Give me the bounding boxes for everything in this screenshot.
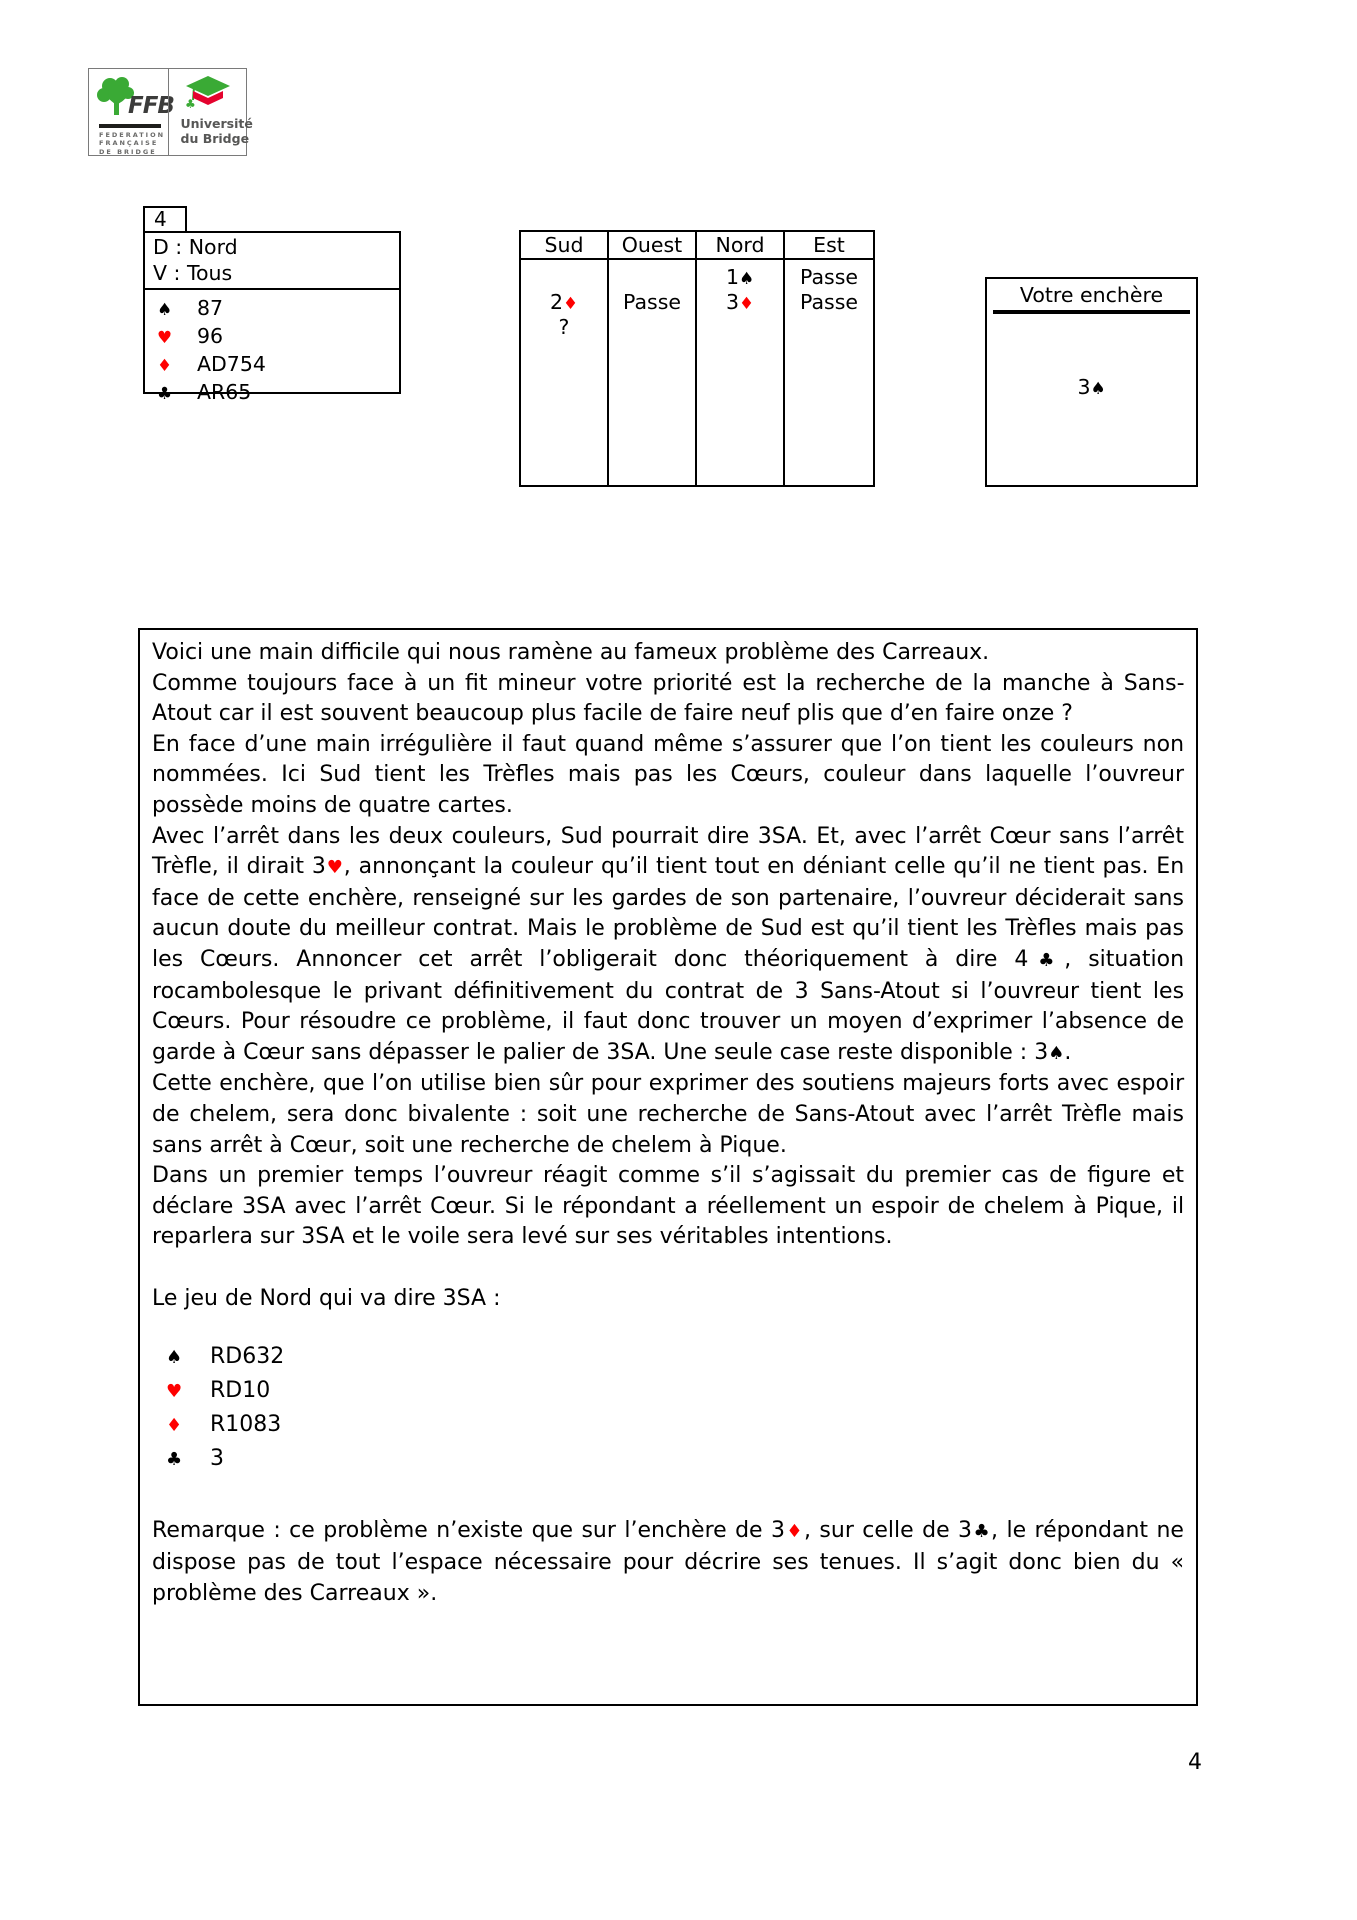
remark-paragraph: Remarque : ce problème n’existe que sur l’enchère de 3♦, sur celle de 3♣, le répondant ne dispose pas de tout l’espace nécessaire pour décrire ses tenues. Il s’agit donc bien du « problème des Carreaux ». bbox=[152, 1518, 1185, 1606]
title-underline bbox=[993, 310, 1190, 314]
diamond-cards: AD754 bbox=[197, 352, 266, 376]
bid-column-est bbox=[785, 260, 873, 485]
bid-column-nord bbox=[697, 260, 785, 485]
your-bid-box bbox=[985, 277, 1198, 487]
bid-cell: 1♠ bbox=[725, 265, 755, 289]
bid-cell bbox=[609, 315, 695, 340]
commentary-paragraph: Cette enchère, que l’on utilise bien sûr pour exprimer des soutiens majeurs forts avec espoir de chelem, sera donc bivalente : soit une recherche de Sans-Atout avec l’arrêt Trèfe mais sans arrêt à Cœur, soit une recherche de chelem à Pique. bbox=[152, 1071, 1185, 1158]
bid-cell bbox=[521, 265, 607, 290]
south-hand-box bbox=[143, 231, 401, 404]
commentary-paragraph: Avec l’arrêt dans les deux couleurs, Sud pourrait dire 3SA. Et, avec l’arrêt Cœur sans l’arrêt Trèfe, il dirait 3♥, annonçant la couleur qu’il tient tout en déniant celle qu’il ne tient pas. En face de cette enchère, renseigné sur les gardes de son partenaire, l’ouvreur déciderait sans aucun doute du meilleur contrat. Mais le problème de Sud est qu’il tient les Trèfes mais pas les Cœurs. Annoncer cet arrêt l’obligerait donc théoriquement à dire 4♣, situation rocambolesque le privant défnitivement du contrat de 3 Sans-Atout si l’ouvreur tient les Cœurs. Pour résoudre ce problème, il faut donc trouver un moyen d’exprimer l’absence de garde à Cœur sans dépasser le palier de 3SA. Une seule case reste disponible : 3♠. bbox=[152, 823, 1185, 1065]
bid-cell: 2♦ bbox=[549, 290, 579, 314]
hand-row-hearts bbox=[152, 1374, 1184, 1408]
column-header-ouest: Ouest bbox=[609, 232, 697, 260]
bid-column-ouest bbox=[609, 260, 697, 485]
bid-cell: Passe bbox=[799, 290, 858, 314]
hand-row-spades bbox=[152, 1340, 1184, 1374]
club-cards: AR65 bbox=[197, 380, 252, 404]
heart-cards: RD10 bbox=[210, 1378, 271, 1404]
hand-row-hearts bbox=[157, 323, 399, 351]
bidding-table bbox=[519, 230, 875, 487]
university-label: Université du Bridge bbox=[180, 116, 253, 146]
column-header-nord: Nord bbox=[697, 232, 785, 260]
diamond-icon: ♦ bbox=[166, 1415, 183, 1437]
spade-icon: ♠ bbox=[157, 299, 173, 319]
ffb-logo-bar bbox=[99, 124, 161, 128]
hand-row-diamonds bbox=[157, 351, 399, 379]
bid-cell: ? bbox=[558, 315, 570, 339]
answer-bid: 3♠ bbox=[1077, 375, 1106, 399]
spade-icon: ♠ bbox=[166, 1347, 183, 1369]
your-bid-title: Votre enchère bbox=[1019, 283, 1164, 307]
bid-cell: 3♦ bbox=[725, 290, 755, 314]
deal-number-tab: 4 bbox=[143, 206, 187, 231]
ffb-acronym: FFB bbox=[128, 93, 174, 119]
ffb-university-logo bbox=[88, 68, 253, 156]
north-hand-lead-in: Le jeu de Nord qui va dire 3SA : bbox=[152, 1285, 501, 1311]
bid-cell bbox=[785, 315, 873, 340]
page-number: 4 bbox=[1188, 1750, 1202, 1775]
bid-cell bbox=[609, 265, 695, 290]
ffb-wordmark: FEDERATION FRANÇAISE DE BRIDGE bbox=[99, 131, 166, 156]
commentary-paragraph: Dans un premier temps l’ouvreur réagit comme s’il s’agissait du premier cas de fgure et déclare 3SA avec l’arrêt Cœur. Si le répondant a réellement un espoir de chelem à Pique, il reparlera sur 3SA et le voile sera levé sur ses véritables intentions. bbox=[152, 1163, 1185, 1250]
diamond-icon: ♦ bbox=[157, 355, 173, 375]
club-icon: ♣ bbox=[157, 383, 173, 403]
bid-cell: Passe bbox=[799, 265, 858, 289]
svg-text:♣: ♣ bbox=[184, 97, 196, 111]
diamond-cards: R1083 bbox=[210, 1412, 282, 1438]
university-logo-cell bbox=[168, 69, 253, 155]
commentary-box bbox=[138, 628, 1198, 1706]
vulnerability-label: V : Tous bbox=[153, 261, 233, 285]
club-cards: 3 bbox=[210, 1446, 224, 1472]
deal-info bbox=[145, 233, 399, 290]
commentary-paragraph: Voici une main difcile qui nous ramène au fameux problème des Carreaux. bbox=[152, 640, 990, 665]
spade-cards: 87 bbox=[197, 296, 224, 320]
graduation-cap-icon bbox=[183, 74, 233, 114]
heart-icon: ♥ bbox=[157, 327, 173, 347]
spade-cards: RD632 bbox=[210, 1344, 285, 1370]
commentary-paragraph: Comme toujours face à un ft mineur votre priorité est la recherche de la manche à Sans-Atout car il est souvent beaucoup plus facile de faire neuf plis que d’en faire onze ? bbox=[152, 670, 1185, 727]
hand-row-spades bbox=[157, 295, 399, 323]
heart-icon: ♥ bbox=[166, 1381, 183, 1403]
ffb-logo-cell bbox=[89, 69, 174, 156]
dealer-label: D : Nord bbox=[153, 235, 238, 259]
commentary-paragraph: En face d’une main irrégulière il faut quand même s’assurer que l’on tient les couleurs non nommées. Ici Sud tient les Trèfes mais pas les Cœurs, couleur dans laquelle l’ouvreur possède moins de quatre cartes. bbox=[152, 731, 1185, 818]
hand-row-diamonds bbox=[152, 1408, 1184, 1442]
hand-row-clubs bbox=[157, 379, 399, 407]
south-hand-suits bbox=[145, 290, 399, 407]
column-header-est: Est bbox=[785, 232, 873, 260]
bid-cell bbox=[697, 315, 783, 340]
heart-cards: 96 bbox=[197, 324, 224, 348]
column-header-sud: Sud bbox=[521, 232, 609, 260]
club-icon: ♣ bbox=[166, 1449, 183, 1471]
bid-cell: Passe bbox=[622, 290, 681, 314]
bid-column-sud bbox=[521, 260, 609, 485]
north-hand bbox=[152, 1340, 1184, 1476]
hand-row-clubs bbox=[152, 1442, 1184, 1476]
